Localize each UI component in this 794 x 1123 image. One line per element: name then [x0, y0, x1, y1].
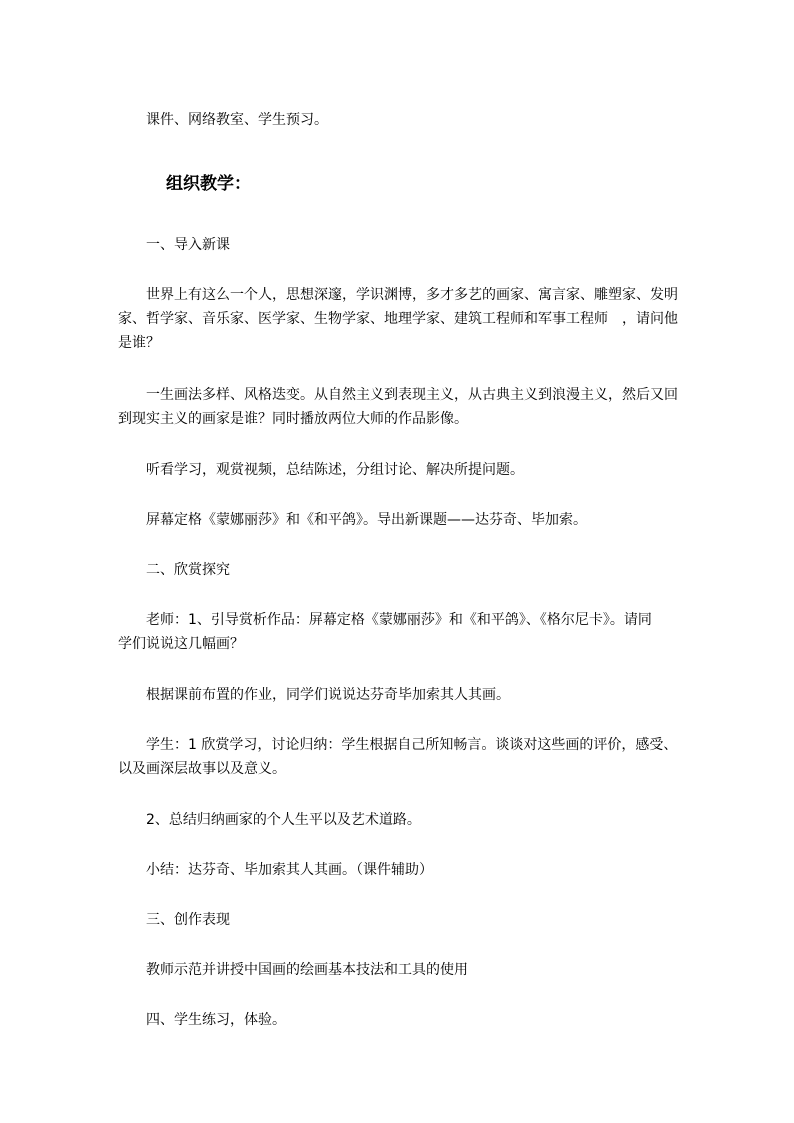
summarize-artists-text: 2、总结归纳画家的个人生平以及艺术道路。: [146, 812, 421, 828]
creation-title-text: 三、创作表现: [146, 912, 230, 928]
teacher-guide-line-1: 老师：1、引导赏析作品：屏幕定格《蒙娜丽莎》和《和平鸽》、《格尔尼卡》。请同: [146, 612, 652, 628]
student-appreciation-line-1: 学生：1 欣赏学习，讨论归纳：学生根据自己所知畅言。谈谈对这些画的评价，感受、: [146, 737, 678, 753]
teacher-guide-line-2: 学们说说这几幅画？: [118, 636, 244, 652]
summary-text: 小结：达芬奇、毕加索其人其画。（课件辅助）: [146, 862, 433, 878]
materials-text: 课件、网络教室、学生预习。: [146, 112, 328, 128]
screen-freeze-text: 屏幕定格《蒙娜丽莎》和《和平鸽》。导出新课题——达芬奇、毕加索。: [146, 512, 587, 528]
paragraph-summarize-artists: [118, 808, 688, 832]
leonardo-line-1: 世界上有这么一个人，思想深邃，学识渊博，多才多艺的画家、寓言家、雕塑家、发明: [146, 287, 678, 303]
section-title-appreciation: [118, 558, 688, 582]
paragraph-leonardo-question: [118, 283, 688, 355]
paragraph-teacher-demo: [118, 958, 688, 982]
section-title-practice: [118, 1008, 688, 1032]
leonardo-line-3: 是谁？: [118, 335, 160, 351]
student-appreciation-line-2: 以及画深层故事以及意义。: [118, 761, 286, 777]
teacher-demo-text: 教师示范并讲授中国画的绘画基本技法和工具的使用: [146, 962, 468, 978]
picasso-line-2: 到现实主义的画家是谁？同时播放两位大师的作品影像。: [118, 411, 468, 427]
paragraph-student-activity: [118, 458, 688, 482]
paragraph-screen-freeze: [118, 508, 688, 532]
paragraph-student-appreciation: [118, 733, 688, 781]
paragraph-materials: [118, 108, 688, 132]
homework-discussion-text: 根据课前布置的作业，同学们说说达芬奇毕加索其人其画。: [146, 687, 510, 703]
paragraph-homework-discussion: [118, 683, 688, 707]
introduction-title-text: 一、导入新课: [146, 237, 230, 253]
section-title-introduction: [118, 233, 688, 257]
appreciation-title-text: 二、欣赏探究: [146, 562, 230, 578]
section-heading-organize-teaching: 组织教学：: [166, 174, 251, 194]
picasso-line-1: 一生画法多样、风格迭变。从自然主义到表现主义，从古典主义到浪漫主义，然后又回: [146, 387, 678, 403]
paragraph-picasso-question: [118, 383, 688, 431]
section-title-creation: [118, 908, 688, 932]
student-activity-text: 听看学习，观赏视频，总结陈述，分组讨论、解决所提问题。: [146, 462, 524, 478]
practice-title-text: 四、学生练习，体验。: [146, 1012, 286, 1028]
leonardo-line-2: 家、哲学家、音乐家、医学家、生物学家、地理学家、建筑工程师和军事工程师 ，请问他: [118, 311, 678, 327]
paragraph-teacher-guide: [118, 608, 688, 656]
paragraph-summary: [118, 858, 688, 882]
